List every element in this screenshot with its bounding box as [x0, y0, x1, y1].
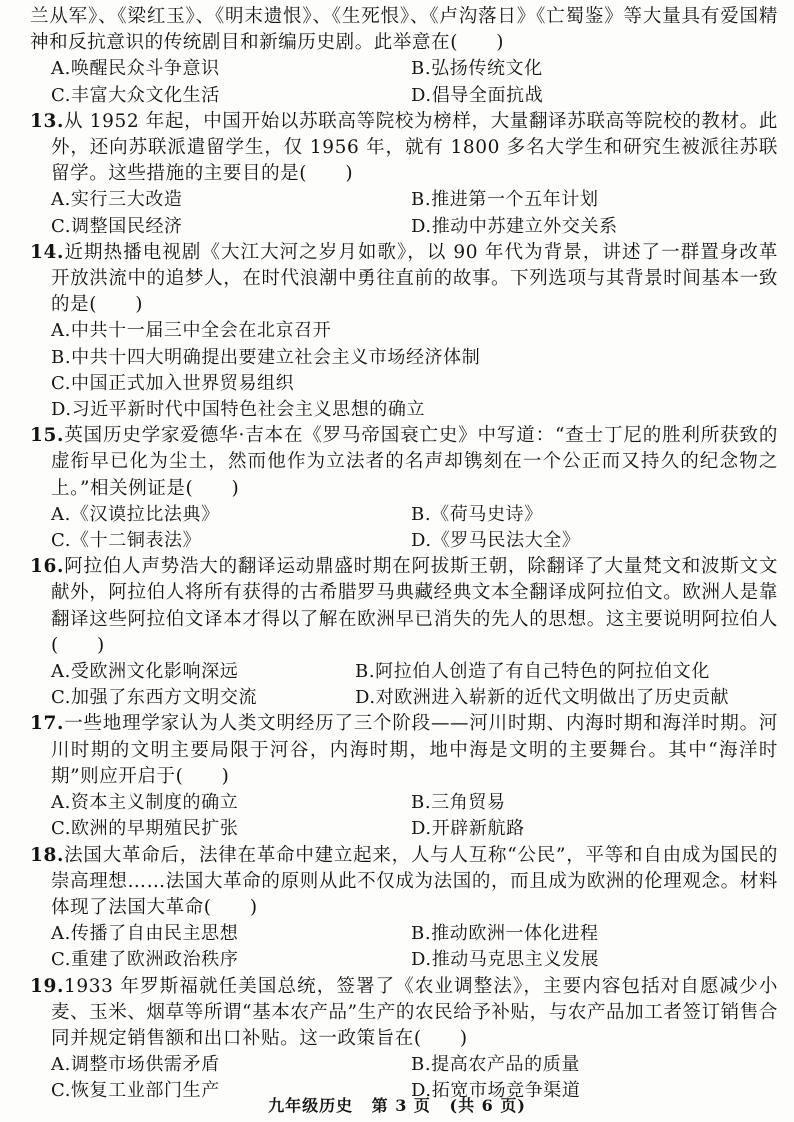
question-12-options — [30, 56, 778, 108]
question-14 — [30, 240, 778, 423]
page-footer — [0, 1093, 794, 1116]
question-14-options — [30, 318, 778, 423]
option-d: D.推动马克思主义发展 — [411, 949, 600, 971]
question-number: 13. — [30, 110, 64, 132]
footer-subject: 九年级历史 — [268, 1096, 354, 1115]
option-b: B.弘扬传统文化 — [411, 58, 543, 80]
question-text: 一些地理学家认为人类文明经历了三个阶段——河川时期、内海时期和海洋时期。河川时期的文明主要局限于河谷，内海时期，地中海是文明的主要舞台。其中“海洋时期”则应开启于( ) — [51, 713, 778, 787]
option-d: D.推动中苏建立外交关系 — [411, 215, 618, 237]
option-b: B.推动欧洲一体化进程 — [411, 923, 599, 945]
question-18-options — [30, 921, 778, 973]
option-d: D.倡导全面抗战 — [411, 84, 544, 106]
option-b: B.提高农产品的质量 — [411, 1054, 580, 1076]
question-15 — [30, 423, 778, 554]
option-d: D.对欧洲进入崭新的近代文明做出了历史贡献 — [355, 687, 730, 709]
question-12-continued — [30, 4, 778, 109]
option-c: C.丰富大众文化生活 — [51, 84, 220, 106]
option-d: D.《罗马民法大全》 — [411, 530, 581, 552]
question-14-stem — [30, 240, 778, 319]
question-13-stem — [30, 109, 778, 188]
question-text: 1933 年罗斯福就任美国总统，签署了《农业调整法》，主要内容包括对自愿减少小麦、玉米、烟草等所谓“基本农产品”生产的农民给予补贴，与农产品加工者签订销售合同并规定销售额和出口补贴。这一政策旨在( ) — [51, 975, 778, 1049]
page-content — [30, 4, 778, 1105]
question-18 — [30, 843, 778, 974]
question-19 — [30, 974, 778, 1105]
option-d: D.开辟新航路 — [411, 818, 525, 840]
question-12-text: 兰从军》、《梁红玉》、《明末遗恨》、《生死恨》、《卢沟落日》《亡蜀鉴》等大量具有爱国精神和反抗意识的传统剧目和新编历史剧。此举意在( ) — [30, 6, 778, 54]
option-c: C.恢复工业部门生产 — [51, 1080, 220, 1102]
question-17-options — [30, 790, 778, 842]
question-16-options — [30, 659, 778, 711]
option-c: C.中国正式加入世界贸易组织 — [51, 372, 295, 394]
question-number: 18. — [30, 844, 64, 866]
option-c: C.《十二铜表法》 — [51, 530, 202, 552]
question-text: 从 1952 年起，中国开始以苏联高等院校为榜样，大量翻译苏联高等院校的教材。此外，还向苏联派遣留学生，仅 1956 年，就有 1800 多名大学生和研究生被派往苏联留学。这些措施的主要目的是( ) — [51, 110, 778, 185]
question-16-stem — [30, 554, 778, 659]
option-d: D.习近平新时代中国特色社会主义思想的确立 — [51, 399, 426, 421]
question-16 — [30, 554, 778, 711]
option-c: C.加强了东西方文明交流 — [51, 687, 258, 709]
option-a: A.唤醒民众斗争意识 — [51, 58, 220, 80]
option-a: A.《汉谟拉比法典》 — [51, 503, 220, 525]
question-13 — [30, 109, 778, 240]
option-b: B.中共十四大明确提出要建立社会主义市场经济体制 — [51, 346, 481, 368]
question-18-stem — [30, 843, 778, 922]
option-b: B.推进第一个五年计划 — [411, 189, 599, 211]
option-c: C.欧洲的早期殖民扩张 — [51, 818, 239, 840]
question-text: 近期热播电视剧《大江大河之岁月如歌》，以 90 年代为背景，讲述了一群置身改革开放洪流中的追梦人，在时代浪潮中勇往直前的故事。下列选项与其背景时间基本一致的是( ) — [51, 241, 778, 316]
option-a: A.中共十一届三中全会在北京召开 — [51, 320, 332, 342]
question-17-stem — [30, 711, 778, 790]
question-15-options — [30, 502, 778, 554]
question-text: 法国大革命后，法律在革命中建立起来，人与人互称“公民”，平等和自由成为国民的崇高理想……法国大革命的原则从此不仅成为法国的，而且成为欧洲的伦理观念。材料体现了法国大革命( ) — [51, 844, 778, 918]
option-b: B.三角贸易 — [411, 792, 506, 814]
option-b: B.阿拉伯人创造了有自己特色的阿拉伯文化 — [355, 661, 710, 683]
footer-page-number: 第 3 页 — [371, 1096, 431, 1115]
option-b: B.《荷马史诗》 — [411, 503, 543, 525]
footer-total-pages: (共 6 页) — [449, 1096, 526, 1115]
option-c: C.调整国民经济 — [51, 215, 183, 237]
question-number: 16. — [30, 556, 64, 578]
question-19-stem — [30, 974, 778, 1053]
option-a: A.资本主义制度的确立 — [51, 792, 239, 814]
option-d: D.拓宽市场竞争渠道 — [411, 1080, 581, 1102]
question-text: 阿拉伯人声势浩大的翻译运动鼎盛时期在阿拔斯王朝，除翻译了大量梵文和波斯文文献外，阿拉伯人将所有获得的古希腊罗马典藏经典文本全翻译成阿拉伯文。欧洲人是靠翻译这些阿拉伯文译本才得以了解在欧洲早已消失的先人的思想。这主要说明阿拉伯人( ) — [51, 556, 778, 656]
option-a: A.传播了自由民主思想 — [51, 923, 239, 945]
option-a: A.实行三大改造 — [51, 189, 183, 211]
question-17 — [30, 711, 778, 842]
question-15-stem — [30, 423, 778, 502]
question-number: 17. — [30, 713, 64, 735]
question-number: 15. — [30, 425, 64, 447]
option-a: A.调整市场供需矛盾 — [51, 1054, 220, 1076]
question-text: 英国历史学家爱德华·吉本在《罗马帝国衰亡史》中写道：“查士丁尼的胜利所获致的虚衔早已化为尘土，然而他作为立法者的名声却镌刻在一个公正而又持久的纪念物之上。”相关例证是( ) — [51, 425, 778, 499]
question-number: 14. — [30, 241, 64, 263]
question-13-options — [30, 187, 778, 239]
option-a: A.受欧洲文化影响深远 — [51, 661, 239, 683]
question-number: 19. — [30, 975, 64, 997]
option-c: C.重建了欧洲政治秩序 — [51, 949, 239, 971]
